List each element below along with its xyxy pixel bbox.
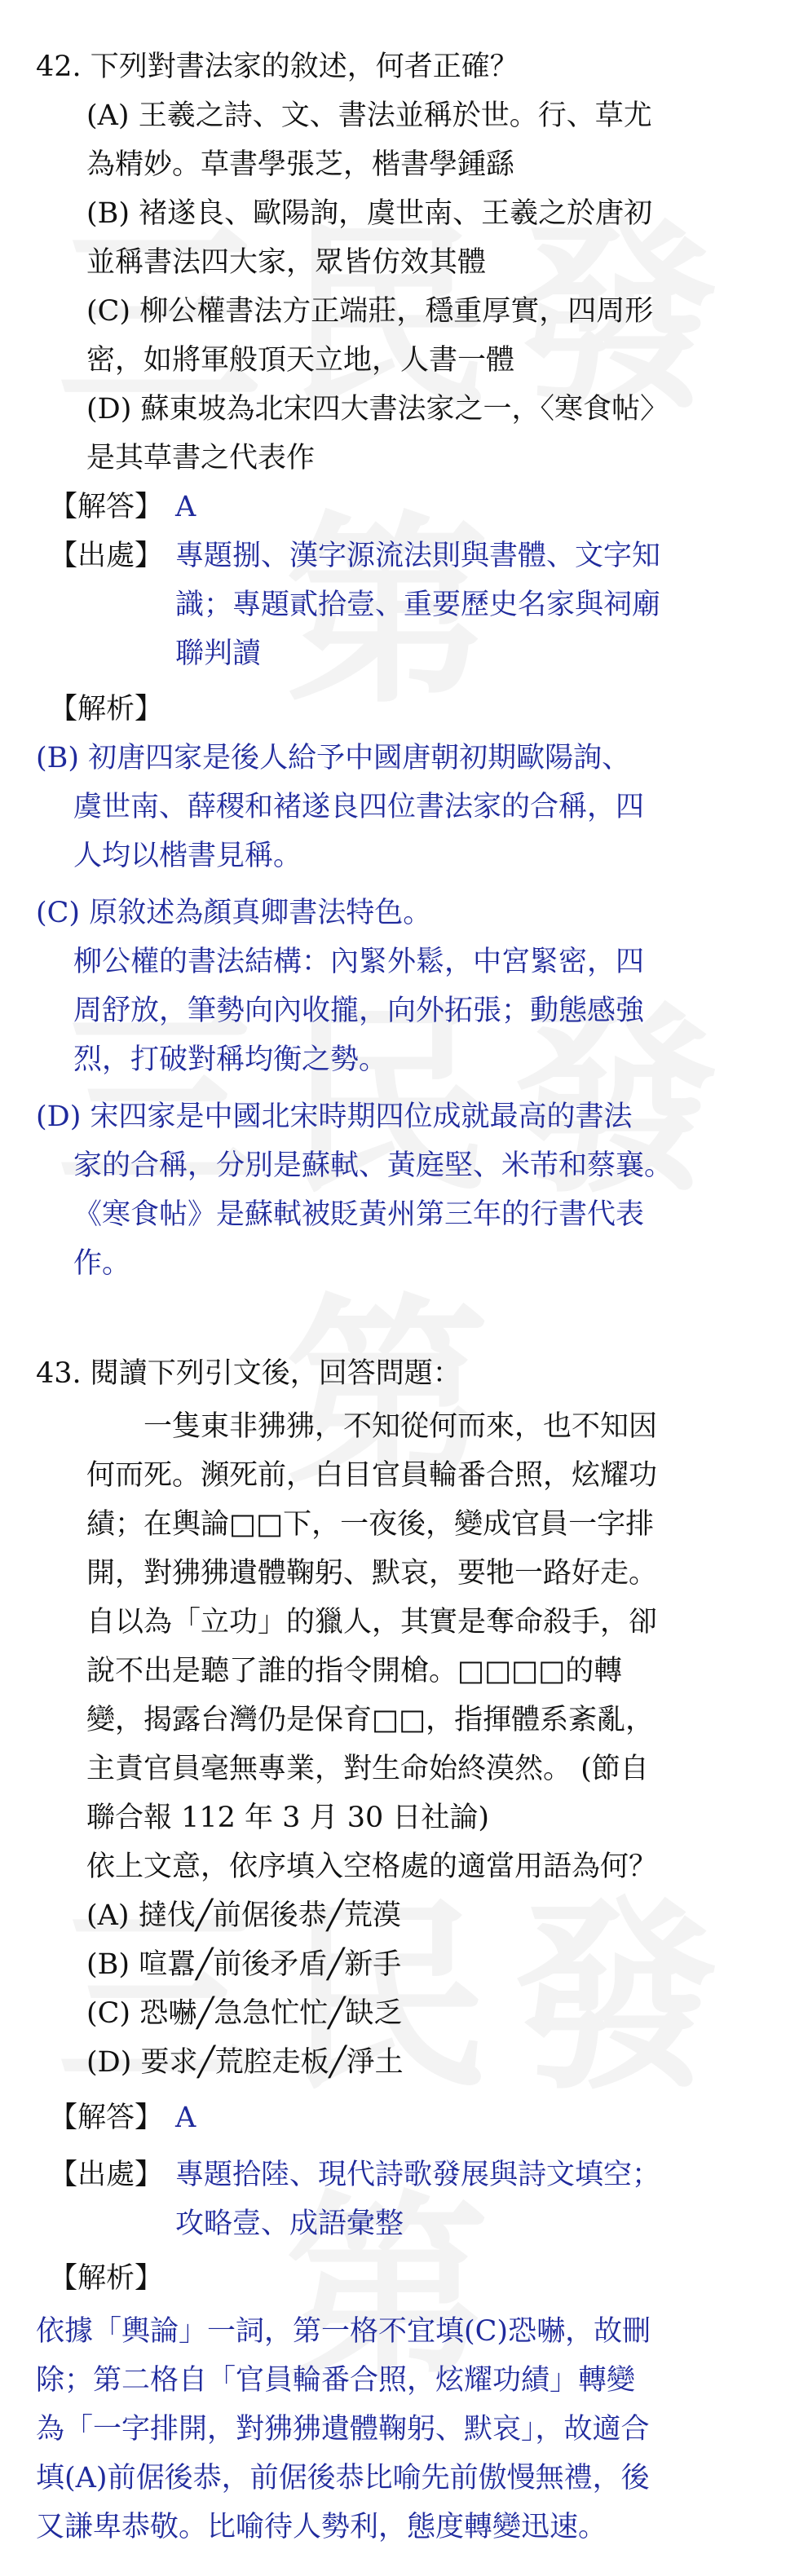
q43-source-line1: 專題拾陸、現代詩歌發展與詩文填空；	[175, 2159, 661, 2191]
q42-analysis-line: 烈，打破對稱均衡之勢。	[73, 1043, 388, 1076]
q42-stem: 42. 下列對書法家的敘述，何者正確？	[36, 51, 519, 83]
q42-analysis-line: (C) 原敘述為顏真卿書法特色。	[36, 897, 432, 929]
q42-option-d-line2: 是其草書之代表作	[86, 442, 316, 474]
q43-passage-line: 績；在輿論□□下，一夜後，變成官員一字排	[86, 1508, 655, 1541]
q43-passage-line: 主責官員毫無專業，對生命始終漠然。 (節自	[86, 1753, 649, 1785]
q42-analysis-line: (B) 初唐四家是後人給予中國唐朝初期歐陽詢、	[36, 742, 631, 774]
q43-analysis-line: 填(A)前倨後恭，前倨後恭比喻先前傲慢無禮，後	[36, 2462, 650, 2494]
q42-source-line1: 專題捌、漢字源流法則與書體、文字知	[175, 540, 661, 572]
q43-passage-line: 變，揭露台灣仍是保育□□，指揮體系紊亂，	[86, 1704, 655, 1736]
q43-source-line2: 攻略壹、成語彙整	[175, 2208, 404, 2240]
q42-source-label: 【出處】	[49, 540, 164, 572]
q42-option-a-line2: 為精妙。草書學張芝，楷書學鍾繇	[86, 148, 515, 181]
q43-option-c: (C) 恐嚇╱急急忙忙╱缺乏	[86, 1997, 403, 2030]
q43-analysis-line: 依據「輿論」一詞，第一格不宜填(C)恐嚇，故刪	[36, 2315, 651, 2348]
q43-passage-line: 何而死。瀕死前，白目官員輪番合照，炫耀功	[86, 1459, 658, 1492]
q42-analysis-line: 柳公權的書法結構：內緊外鬆，中宮緊密，四	[73, 946, 645, 978]
q43-analysis-line: 為「一字排開，對狒狒遺體鞠躬、默哀」，故適合	[36, 2413, 650, 2446]
q42-source-line3: 聯判讀	[175, 637, 262, 670]
q43-option-a: (A) 撻伐╱前倨後恭╱荒漠	[86, 1899, 401, 1932]
q42-answer: A	[175, 491, 196, 523]
q43-passage-line: 一隻東非狒狒，不知從何而來，也不知因	[143, 1410, 658, 1443]
q43-analysis-label: 【解析】	[49, 2262, 164, 2295]
q43-passage-line: 自以為「立功」的獵人，其實是奪命殺手，卻	[86, 1606, 658, 1639]
q43-option-d: (D) 要求╱荒腔走板╱淨土	[86, 2046, 404, 2079]
q43-passage-line: 開，對狒狒遺體鞠躬、默哀，要牠一路好走。	[86, 1557, 658, 1590]
q43-question: 依上文意，依序填入空格處的適當用語為何？	[86, 1850, 658, 1883]
q43-analysis-line: 又謙卑恭敬。比喻待人勢利，態度轉變迅速。	[36, 2511, 607, 2543]
q43-stem: 43. 閱讀下列引文後，回答問題：	[36, 1357, 461, 1390]
q43-answer: A	[175, 2102, 196, 2134]
q42-analysis-line: (D) 宋四家是中國北宋時期四位成就最高的書法	[36, 1101, 633, 1133]
q43-passage-line: 說不出是聽了誰的指令開槍。□□□□的轉	[86, 1655, 623, 1687]
q42-source-line2: 識；專題貳拾壹、重要歷史名家與祠廟	[175, 589, 661, 621]
q42-answer-label: 【解答】	[49, 491, 164, 523]
q42-analysis-line: 虞世南、薛稷和褚遂良四位書法家的合稱，四	[73, 791, 645, 823]
q42-analysis-line: 作。	[73, 1247, 131, 1280]
q43-passage-line: 聯合報 112 年 3 月 30 日社論)	[86, 1802, 490, 1834]
q42-analysis-line: 人均以楷書見稱。	[73, 840, 302, 872]
q42-analysis-label: 【解析】	[49, 693, 164, 726]
q43-option-b: (B) 喧囂╱前後矛盾╱新手	[86, 1948, 402, 1981]
q42-analysis-line: 《寒食帖》是蘇軾被貶黃州第三年的行書代表	[73, 1198, 645, 1231]
q43-analysis-line: 除；第二格自「官員輪番合照，炫耀功績」轉變	[36, 2364, 636, 2397]
q43-source-label: 【出處】	[49, 2159, 164, 2191]
q42-option-a-line1: (A) 王羲之詩、文、書法並稱於世。行、草尤	[86, 99, 652, 132]
q43-answer-label: 【解答】	[49, 2102, 164, 2134]
q42-option-d-line1: (D) 蘇東坡為北宋四大書法家之一，〈寒食帖〉	[86, 393, 669, 426]
q42-option-c-line1: (C) 柳公權書法方正端莊，穩重厚實，四周形	[86, 295, 654, 328]
q42-option-b-line1: (B) 褚遂良、歐陽詢，虞世南、王羲之於唐初	[86, 197, 653, 230]
q42-option-c-line2: 密，如將軍般頂天立地，人書一體	[86, 344, 515, 377]
q42-analysis-line: 家的合稱，分別是蘇軾、黃庭堅、米芾和蔡襄。	[73, 1149, 673, 1182]
q42-option-b-line2: 並稱書法四大家，眾皆仿效其體	[86, 246, 487, 279]
q42-analysis-line: 周舒放，筆勢向內收攏，向外拓張；動態感強	[73, 995, 645, 1027]
